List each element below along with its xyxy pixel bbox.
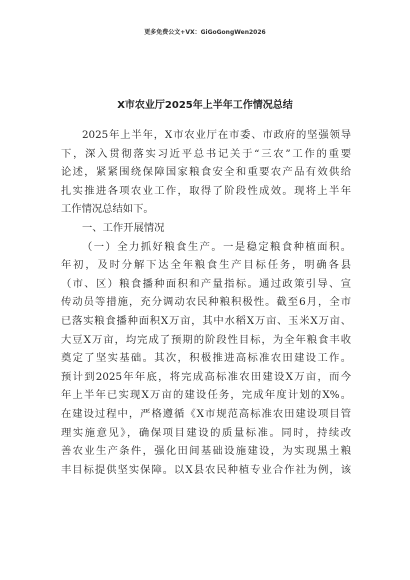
body-line: 已落实粮食播种面积X万亩，其中水稻X万亩、玉米X万亩、 [61,314,351,327]
body-line: 理实施意见》，确保项目建设的质量标准。同时，持续改 [61,426,351,439]
header-note: 更多免费公文+VX：GiGoGongWen2026 [144,29,266,36]
body-line: 工作情况总结如下。 [61,203,154,216]
body-line: 传动员等措施，充分调动农民种粮积极性。截至6月，全市 [61,296,351,309]
body-line: 在建设过程中，严格遵循《X市规范高标准农田建设项目管 [61,407,351,420]
body-line: 奠定了坚实基础。其次，积极推进高标准农田建设工作。 [61,352,351,365]
body-line: 预计到2025年年底，将完成高标准农田建设X万亩，而今 [61,370,351,383]
document-title: X市农业厅2025年上半年工作情况总结 [117,100,293,111]
body-line: 丰目标提供坚实保障。以X县农民种植专业合作社为例，该 [61,463,351,476]
body-line: 2025年上半年，X市农业厅在市委、市政府的坚强领导 [82,129,351,141]
body-line: 年初，及时分解下达全年粮食生产目标任务，明确各县 [61,259,351,272]
body-line: 下，深入贯彻落实习近平总书记关于“三农”工作的重要 [61,147,351,160]
document-body [61,126,351,479]
body-line: 年上半年已实现X万亩的建设任务，完成年度计划的X%。 [61,389,351,402]
body-line: 论述，紧紧围绕保障国家粮食安全和重要农产品有效供给 [61,166,351,179]
section-heading: 一、工作开展情况 [82,221,165,234]
body-line: 大豆X万亩，均完成了预期的阶段性目标，为全年粮食丰收 [61,333,351,346]
body-line: （市、区）粮食播种面积和产量指标。通过政策引导、宣 [61,277,351,290]
subsection-line: （一）全力抓好粮食生产。一是稳定粮食种植面积。 [82,240,351,253]
body-line: 扎实推进各项农业工作，取得了阶段性成效。现将上半年 [61,184,351,197]
body-line: 善农业生产条件，强化田间基础设施建设，为实现黑土粮 [61,445,351,458]
